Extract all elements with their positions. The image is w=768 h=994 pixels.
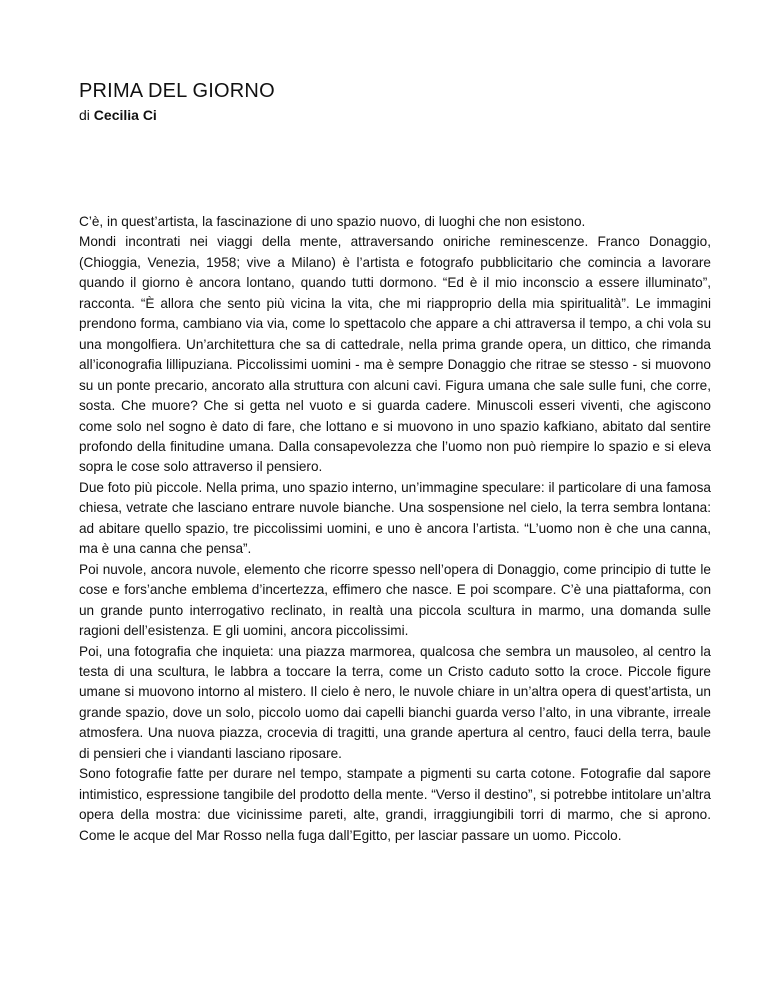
article-body <box>79 212 711 846</box>
paragraph-5: Poi, una fotografia che inquieta: una piazza marmorea, qualcosa che sembra un mausoleo, al centro la testa di una scultura, le labbra a toccare la terra, come un Cristo caduto sotto la croce. Piccole figure umane si muovono intorno al mistero. Il cielo è nero, le nuvole chiare in un’altra opera di quest’artista, un grande spazio, dove un solo, piccolo uomo dai capelli bianchi guarda verso l’alto, in una vibrante, irreale atmosfera. Una nuova piazza, crocevia di tragitti, una grande apertura al centro, fauci della terra, baule di pensieri che i viandanti lasciano riposare. <box>79 643 711 761</box>
author-name: Cecilia Ci <box>93 107 157 123</box>
byline-prefix: di <box>79 107 90 123</box>
paragraph-4: Poi nuvole, ancora nuvole, elemento che ricorre spesso nell’opera di Donaggio, come principio di tutte le cose e fors’anche emblema d’incertezza, effimero che nasce. E poi scompare. C’è una piattaforma, con un grande punto interrogativo reclinato, in realtà una piccola scultura in marmo, una domanda sulle ragioni dell’esistenza. E gli uomini, ancora piccolissimi. <box>79 561 711 639</box>
paragraph-2: Mondi incontrati nei viaggi della mente, attraversando oniriche reminescenze. Franco Donaggio, (Chioggia, Venezia, 1958; vive a Milano) è l’artista e fotografo pubblicitario che comincia a lavorare quando il giorno è ancora lontano, quando tutti dormono. “Ed è il mio inconscio a essere illuminato”, racconta. “È allora che sento più vicina la vita, che mi riapproprio della mia spiritualità”. Le immagini prendono forma, cambiano via via, come lo spettacolo che appare a chi attraversa il tempo, a chi vola su una mongolfiera. Un’architettura che sa di cattedrale, nella prima grande opera, un dittico, che rimanda all’iconografia lillipuziana. Piccolissimi uomini - ma è sempre Donaggio che ritrae se stesso - si muovono su un ponte precario, ancorato alla struttura con alcuni cavi. Figura umana che sale sulle funi, che corre, sosta. Che muore? Che si getta nel vuoto e si guarda cadere. Minuscoli esseri viventi, che agiscono come solo nel sogno è dato di fare, che lottano e si muovono in uno spazio kafkiano, abitato dal sentire profondo della finitudine umana. Dalla consapevolezza che l’uomo non può riempire lo spazio e si eleva sopra le cose solo attraverso il pensiero. <box>79 234 711 475</box>
byline <box>79 106 157 124</box>
page-title: PRIMA DEL GIORNO <box>79 80 275 102</box>
paragraph-6: Sono fotografie fatte per durare nel tempo, stampate a pigmenti su carta cotone. Fotografie dal sapore intimistico, espressione tangibile del prodotto della mente. “Verso il destino”, si potrebbe intitolare un’altra opera della mostra: due vicinissime pareti, alte, grandi, irraggiungibili torri di marmo, che si aprono. Come le acque del Mar Rosso nella fuga dall’Egitto, per lasciar passare un uomo. Piccolo. <box>79 766 711 843</box>
paragraph-1: C’è, in quest’artista, la fascinazione di uno spazio nuovo, di luoghi che non esistono. <box>79 214 586 229</box>
paragraph-3: Due foto più piccole. Nella prima, uno spazio interno, un’immagine speculare: il particolare di una famosa chiesa, vetrate che lasciano entrare nuvole bianche. Una sospensione nel cielo, la terra sembra lontana: ad abitare quello spazio, tre piccolissimi uomini, e uno è ancora l’artista. “L’uomo non è che una canna, ma è una canna che pensa”. <box>79 479 711 557</box>
